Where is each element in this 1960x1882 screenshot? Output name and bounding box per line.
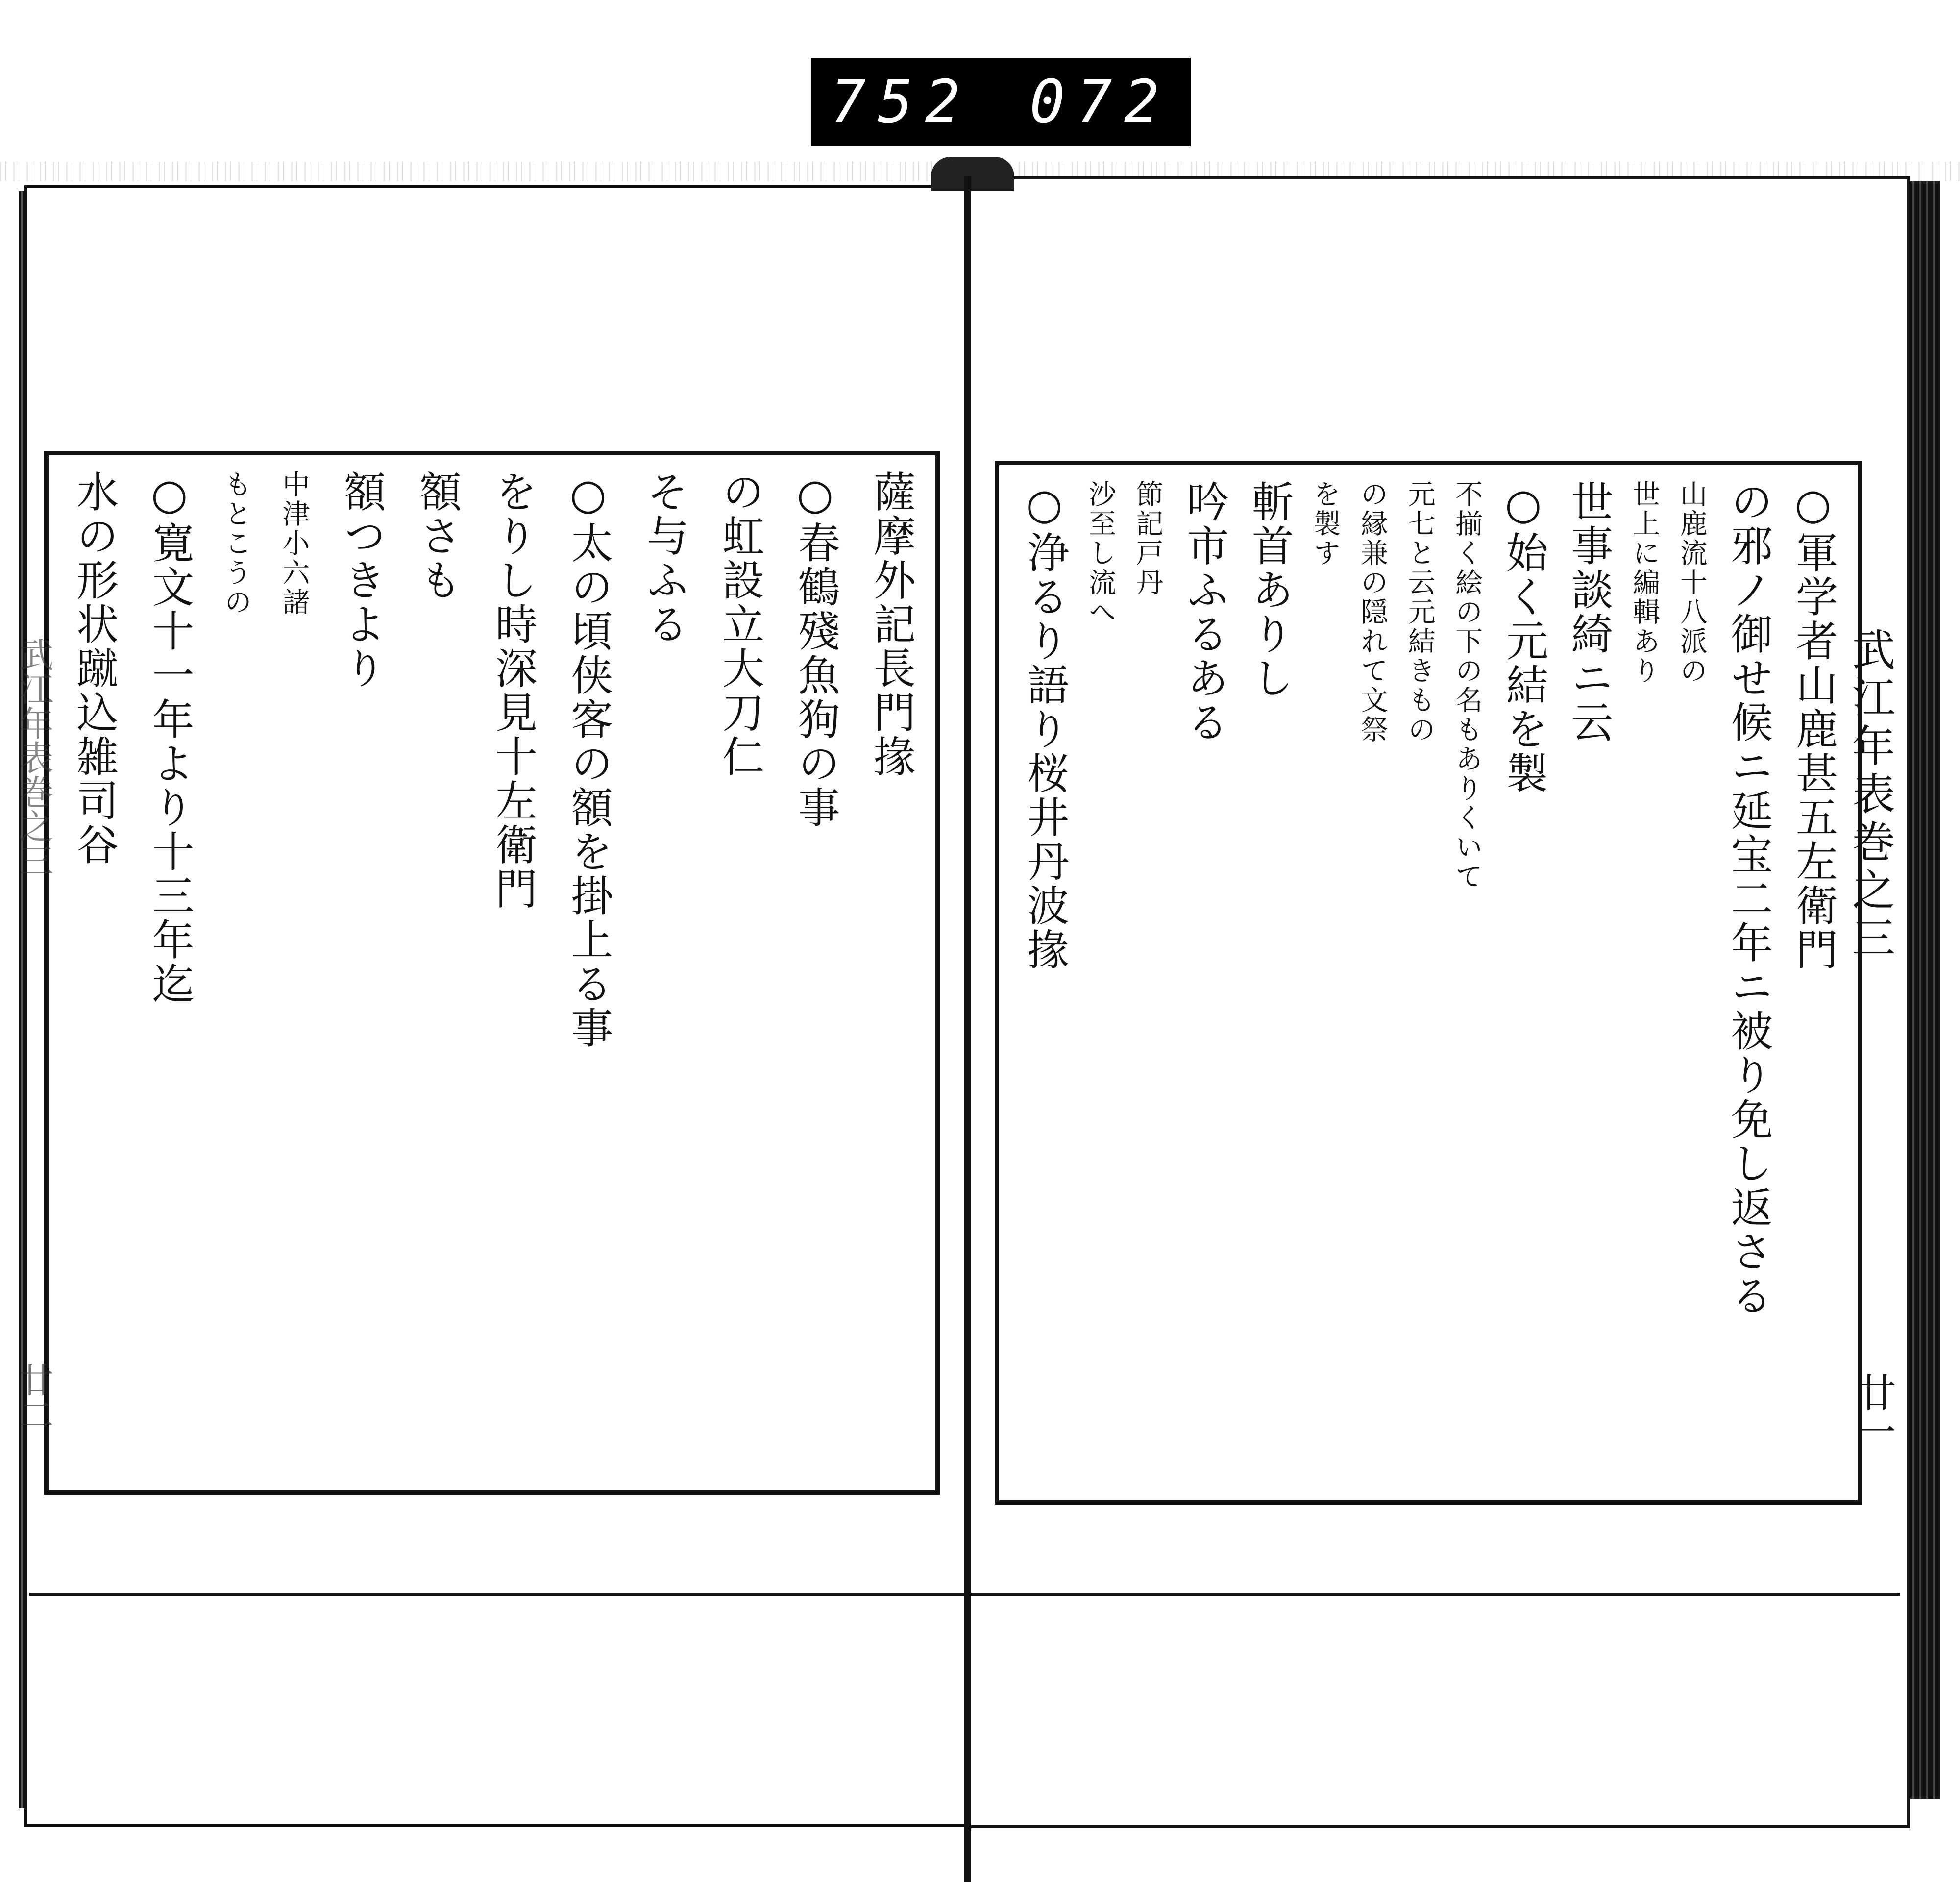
right-margin-title: 武江年表巻之三 [1845, 627, 1896, 964]
text-column: ○軍学者山鹿甚五左衛門 [1788, 480, 1838, 972]
text-column: もとこうの [220, 470, 252, 617]
spine-clip [931, 157, 1014, 191]
left-text-columns [68, 470, 916, 1476]
right-folio-number: 廿一 [1850, 1372, 1896, 1451]
text-column: ○春鶴殘魚狗の事 [790, 470, 840, 830]
book-spine [964, 176, 971, 1882]
text-column: の邪ノ御せ候ニ延宝二年ニ被り免し返さる [1723, 480, 1773, 1318]
text-column: 不揃く絵の下の名もありくいて [1451, 480, 1483, 891]
left-text-frame [44, 451, 940, 1495]
right-text-frame [995, 461, 1862, 1505]
text-column: 世事談綺ニ云 [1564, 480, 1613, 744]
text-column: ○始く元結を製 [1498, 480, 1548, 795]
text-column: を製す [1309, 480, 1341, 568]
text-column: 中津小六諸 [278, 470, 310, 617]
left-folio-number: 廿二 [14, 1362, 54, 1431]
text-column: 水の形状蹴込雑司谷 [69, 470, 119, 867]
text-column: の縁兼の隠れて文祭 [1356, 480, 1388, 744]
text-column: 節記戸丹 [1131, 480, 1164, 597]
text-column: ○太の頃侠客の額を掛上る事 [564, 470, 613, 1050]
catalog-label [811, 58, 1191, 146]
left-bottom-rule [29, 1593, 965, 1596]
text-column: そ与ふる [639, 470, 688, 646]
text-column: 斬首ありし [1244, 480, 1294, 700]
text-column: 額さも [412, 470, 462, 602]
text-column: 額つきより [336, 470, 386, 691]
text-column: 山鹿流十八派の [1675, 480, 1708, 686]
text-column: 沙至し流へ [1084, 480, 1116, 627]
catalog-code-left: 752 [831, 68, 972, 136]
text-column: ○浄るり語り桜井丹波掾 [1020, 480, 1069, 972]
left-margin-title: 武江年表巻之三 [14, 637, 54, 877]
text-column: をりし時深見十左衛門 [488, 470, 537, 911]
text-column: 吟市ふるある [1179, 480, 1229, 744]
text-column: 元七と云元結きもの [1403, 480, 1436, 744]
text-column: の虹設立大刀仁 [715, 470, 764, 779]
text-column: ○寛文十一年より十三年迄 [145, 470, 194, 1006]
text-column: 薩摩外記長門掾 [866, 470, 915, 779]
text-column: 世上に編輯あり [1628, 480, 1661, 686]
catalog-code-right: 072 [1029, 68, 1171, 136]
right-text-columns [1019, 480, 1838, 1486]
right-bottom-rule [969, 1593, 1900, 1596]
